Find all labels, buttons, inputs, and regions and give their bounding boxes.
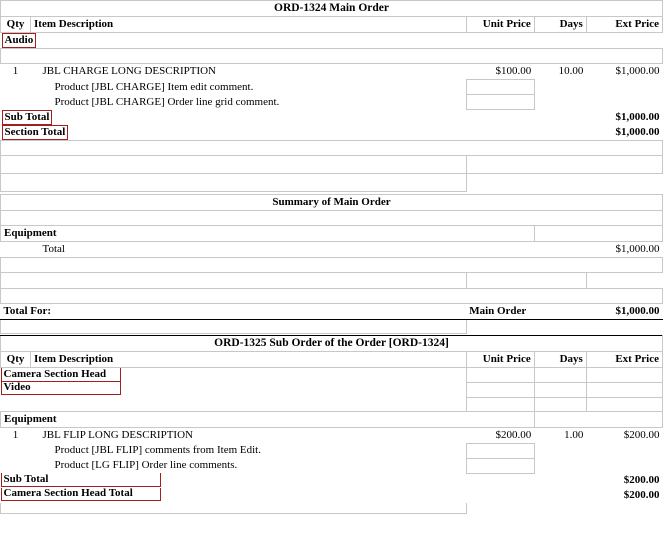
summary-total-row xyxy=(1,241,663,257)
order2-subsection-label: Video xyxy=(1,382,121,395)
order2-section-blank-unit xyxy=(466,367,534,382)
order2-col-qty: Qty xyxy=(1,351,31,367)
order1-col-unit: Unit Price xyxy=(466,17,534,33)
grand-total-name: Main Order xyxy=(466,303,586,319)
order2-sub-total-row xyxy=(1,473,663,488)
summary-blank-mid xyxy=(466,272,586,288)
order1-comment-2-unit xyxy=(466,95,534,110)
order2-comment-2: Product [LG FLIP] Order line comments. xyxy=(54,459,238,471)
order1-spacer-1 xyxy=(1,49,663,64)
order2-col-desc: Item Description xyxy=(31,351,467,367)
order2-comment-2-unit xyxy=(466,458,534,473)
order2-sub-total-label-cell xyxy=(1,473,467,488)
order2-comment-1-unit xyxy=(466,443,534,458)
order2-subsection-blank-unit xyxy=(466,382,534,397)
order2-section-total-value: $200.00 xyxy=(623,489,660,501)
order2-sub-total-value: $200.00 xyxy=(623,474,660,486)
order2-section-total-label: Camera Section Head Total xyxy=(1,488,161,501)
order1-line-days: 10.00 xyxy=(558,65,584,77)
grand-total-blank-row xyxy=(1,319,663,333)
order2-section-blank-ext xyxy=(586,367,662,382)
order1-col-days: Days xyxy=(534,17,586,33)
summary-spacer-3 xyxy=(1,288,663,303)
order2-comment-row-2 xyxy=(1,458,663,473)
grand-total-blank-right xyxy=(466,319,662,333)
order2-col-unit: Unit Price xyxy=(466,351,534,367)
order2-comment-row-1 xyxy=(1,443,663,458)
order1-blank-row-2 xyxy=(1,173,663,191)
order1-blank-row-1 xyxy=(1,155,663,173)
summary-blank-right xyxy=(586,272,662,288)
order1-col-desc: Item Description xyxy=(31,17,467,33)
summary-group-label: Equipment xyxy=(1,225,535,241)
order1-comment-row-2 xyxy=(1,95,663,110)
order1-comment-2: Product [JBL CHARGE] Order line grid comment. xyxy=(54,95,280,108)
order1-line-desc: JBL CHARGE LONG DESCRIPTION xyxy=(42,65,216,77)
order2-line-unit: $200.00 xyxy=(495,428,532,441)
order1-comment-1: Product [JBL CHARGE] Item edit comment. xyxy=(54,80,254,93)
order1-section-total-row xyxy=(1,125,663,141)
order1-title: ORD-1324 Main Order xyxy=(1,1,663,17)
order2-header-row xyxy=(1,351,663,367)
grand-total-blank-left xyxy=(1,319,467,333)
order1-blank-left-1 xyxy=(1,155,467,173)
order1-title-row xyxy=(1,1,663,17)
order2-comment-1: Product [JBL FLIP] comments from Item Edit. xyxy=(54,444,261,456)
order2-col-ext: Ext Price xyxy=(586,351,662,367)
order1-line-unit: $100.00 xyxy=(495,65,532,77)
order1-title-table xyxy=(0,0,663,192)
order2-section-label: Camera Section Head xyxy=(1,367,121,382)
order1-section-total-label-cell xyxy=(1,125,467,141)
order2-footer-blank-row xyxy=(1,503,663,513)
order1-col-ext: Ext Price xyxy=(586,17,662,33)
table-row xyxy=(1,64,663,80)
order2-section-row xyxy=(1,367,663,382)
order2-section-label-cell xyxy=(1,367,467,382)
order2-group-row xyxy=(1,411,663,427)
order2-line-ext: $200.00 xyxy=(623,428,660,441)
summary-total-value: $1,000.00 xyxy=(615,242,660,255)
order2-group-blank xyxy=(534,411,662,427)
grand-total-row xyxy=(1,303,663,319)
order1-blank-right-2 xyxy=(466,173,662,191)
grand-total-label: Total For: xyxy=(1,303,467,319)
order1-section-blank-ext xyxy=(586,33,662,49)
order2-gap-row xyxy=(1,397,663,411)
summary-table xyxy=(0,194,663,334)
order2-subsection-label-cell xyxy=(1,382,467,397)
order1-section-total-value: $1,000.00 xyxy=(615,125,660,138)
order2-subsection-blank-ext xyxy=(586,382,662,397)
order2-footer-blank-right xyxy=(466,503,662,513)
order2-footer-blank-left xyxy=(1,503,467,513)
order1-section-label-cell xyxy=(1,33,467,49)
order1-col-qty: Qty xyxy=(1,17,31,33)
summary-spacer-1 xyxy=(1,210,663,225)
order2-line-desc: JBL FLIP LONG DESCRIPTION xyxy=(42,428,193,441)
order1-sub-total-value: $1,000.00 xyxy=(615,110,660,123)
order1-sub-total-label: Sub Total xyxy=(2,110,53,125)
summary-blank-left xyxy=(1,272,467,288)
order2-title: ORD-1325 Sub Order of the Order [ORD-1324] xyxy=(1,335,663,351)
order1-section-total-label: Section Total xyxy=(2,125,69,140)
order1-blank-right-1 xyxy=(466,155,662,173)
order1-comment-row-1 xyxy=(1,80,663,95)
order1-sub-total-label-cell xyxy=(1,110,467,125)
order1-line-qty: 1 xyxy=(12,65,19,77)
order1-sub-total-row xyxy=(1,110,663,125)
order2-gap-ext xyxy=(586,397,662,411)
order2-section-total-row xyxy=(1,488,663,503)
summary-title: Summary of Main Order xyxy=(1,194,663,210)
order2-section-blank-days xyxy=(534,367,586,382)
order1-header-row xyxy=(1,17,663,33)
order1-section-row xyxy=(1,33,663,49)
order1-spacer-2 xyxy=(1,140,663,155)
summary-group-blank xyxy=(534,225,662,241)
order2-group-label: Equipment xyxy=(1,411,535,427)
order2-col-days: Days xyxy=(534,351,586,367)
order2-title-row xyxy=(1,335,663,351)
summary-title-row xyxy=(1,194,663,210)
order2-gap-days xyxy=(534,397,586,411)
grand-total-value: $1,000.00 xyxy=(586,303,662,319)
order1-section-label: Audio xyxy=(2,33,37,48)
summary-total-label: Total xyxy=(42,242,65,255)
summary-group-row xyxy=(1,225,663,241)
order2-subsection-row xyxy=(1,382,663,397)
order1-section-blank-days xyxy=(534,33,586,49)
order1-blank-left-2 xyxy=(1,173,467,191)
order2-section-total-label-cell xyxy=(1,488,467,503)
order2-line-qty: 1 xyxy=(12,428,19,441)
order2-table xyxy=(0,335,663,514)
table-row xyxy=(1,427,663,443)
order1-comment-1-unit xyxy=(466,80,534,95)
order1-line-ext: $1,000.00 xyxy=(615,65,660,77)
summary-blank-row xyxy=(1,272,663,288)
order2-subsection-blank-days xyxy=(534,382,586,397)
order2-sub-total-label: Sub Total xyxy=(1,473,161,487)
order2-gap-unit xyxy=(466,397,534,411)
order1-section-blank-unit xyxy=(466,33,534,49)
order2-line-days: 1.00 xyxy=(564,428,584,441)
summary-spacer-2 xyxy=(1,257,663,272)
